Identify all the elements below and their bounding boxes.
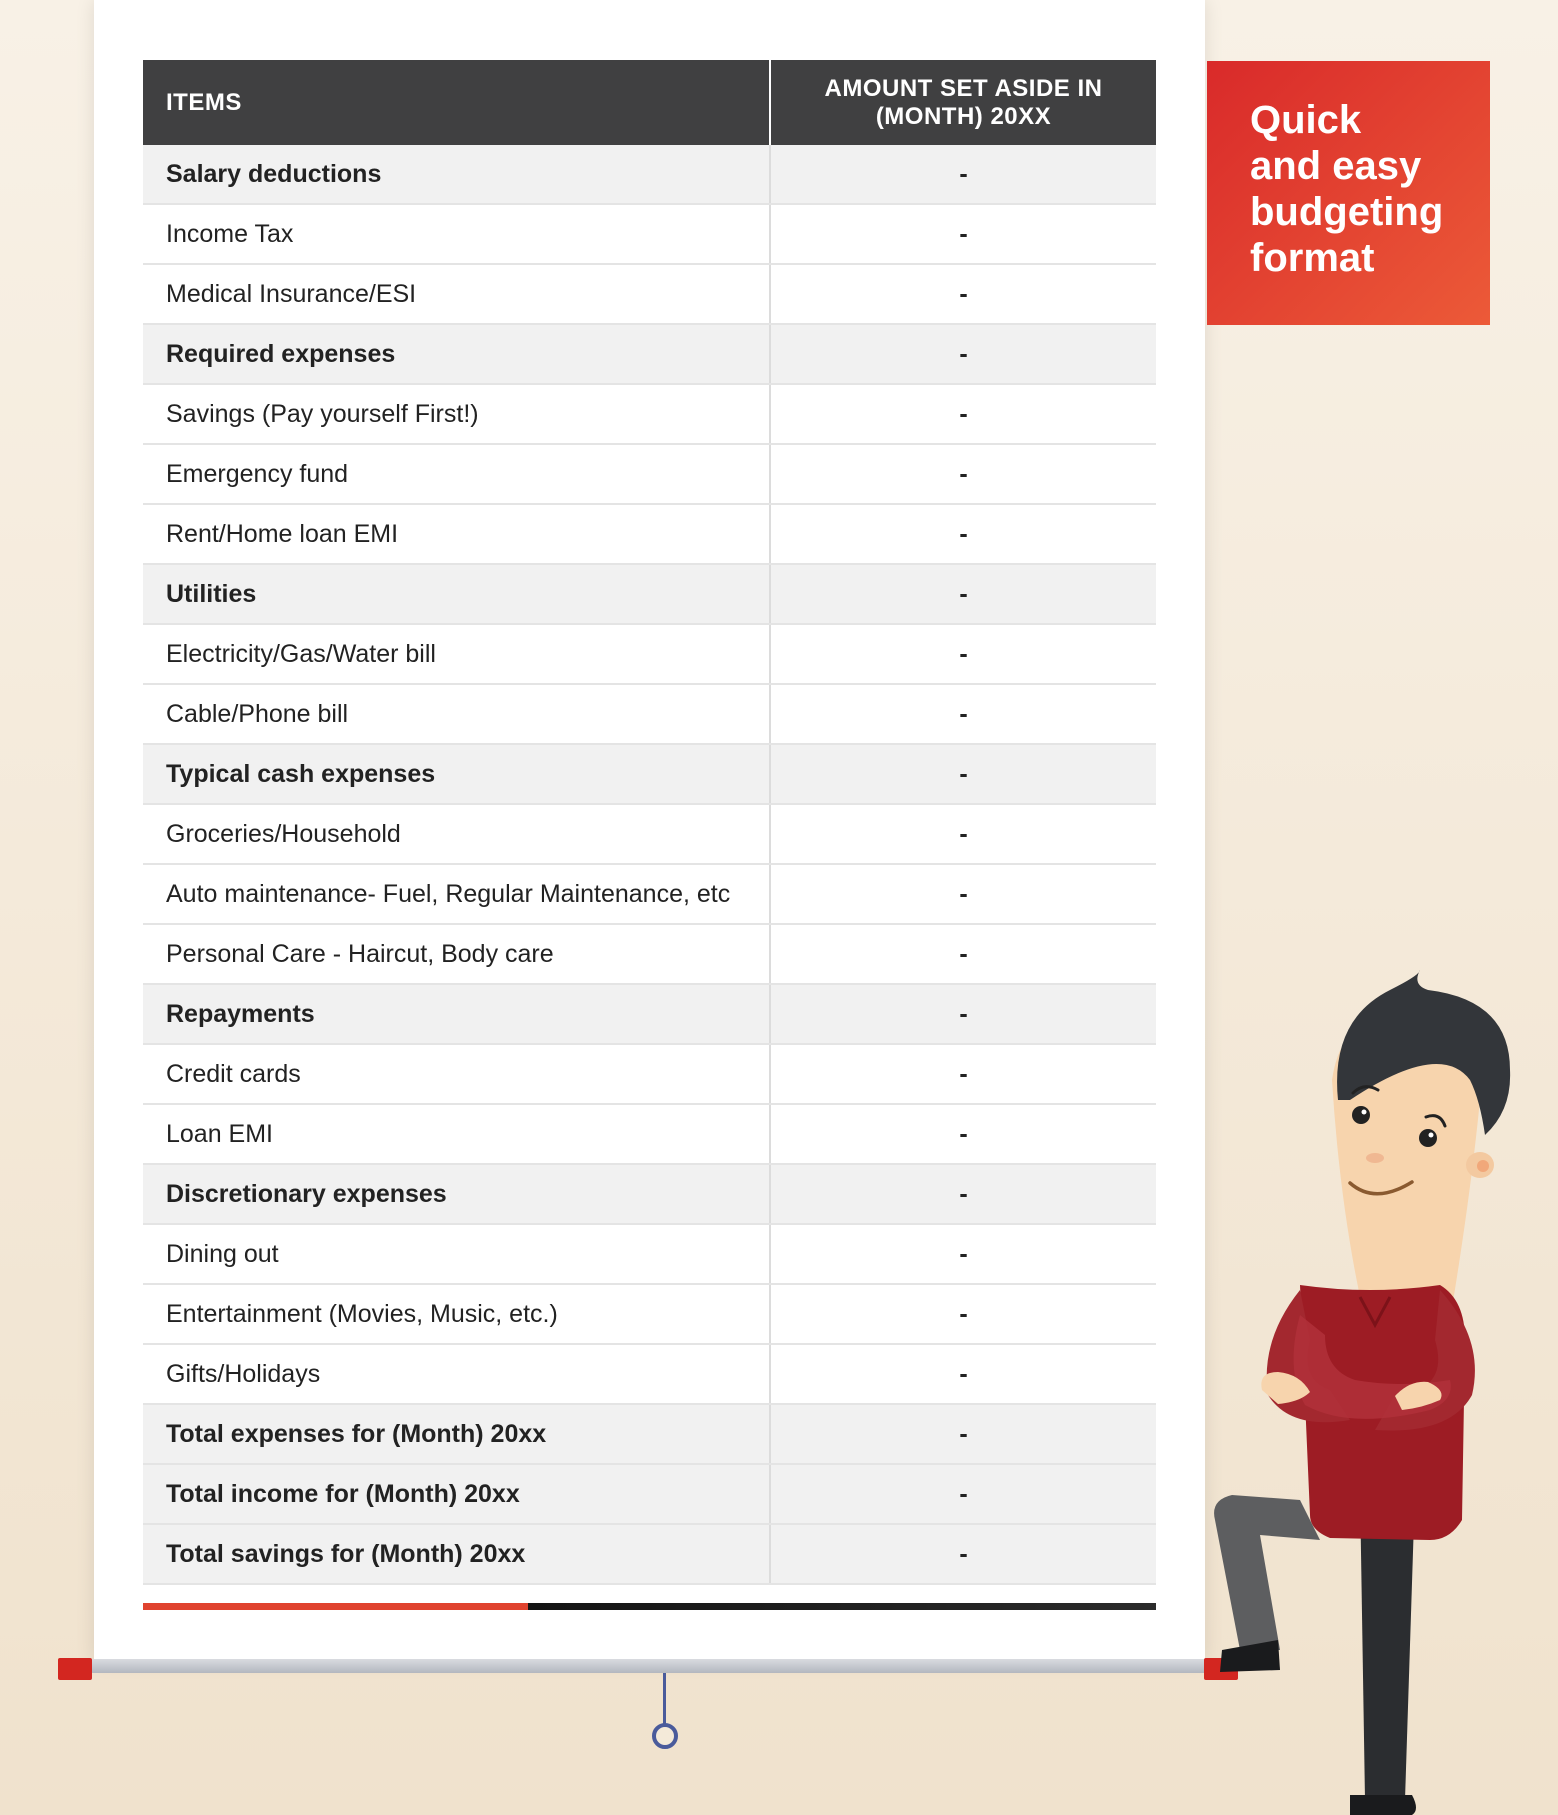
row-amount: - [770,564,1156,624]
table-header-row [143,60,1156,145]
row-label: Typical cash expenses [143,744,770,804]
table-row [143,804,1156,864]
category-row [143,564,1156,624]
row-label: Personal Care - Haircut, Body care [143,924,770,984]
row-label: Entertainment (Movies, Music, etc.) [143,1284,770,1344]
table-row [143,1344,1156,1404]
category-row [143,744,1156,804]
table-row [143,384,1156,444]
row-label: Repayments [143,984,770,1044]
table-row [143,624,1156,684]
row-amount: - [770,924,1156,984]
row-label: Loan EMI [143,1104,770,1164]
row-label: Electricity/Gas/Water bill [143,624,770,684]
row-label: Salary deductions [143,145,770,204]
table-bottom-accent-bar [143,1603,1156,1610]
row-label: Income Tax [143,204,770,264]
row-label: Discretionary expenses [143,1164,770,1224]
row-label: Rent/Home loan EMI [143,504,770,564]
row-amount: - [770,1524,1156,1584]
row-label: Dining out [143,1224,770,1284]
row-amount: - [770,744,1156,804]
row-label: Total expenses for (Month) 20xx [143,1404,770,1464]
row-label: Total savings for (Month) 20xx [143,1524,770,1584]
column-header-amount-line1: AMOUNT SET ASIDE IN [824,74,1103,102]
projector-screen [94,0,1205,1662]
badge-text [1250,97,1480,281]
row-amount: - [770,504,1156,564]
column-header-items: ITEMS [143,60,770,145]
table-row [143,504,1156,564]
row-label: Savings (Pay yourself First!) [143,384,770,444]
row-amount: - [770,145,1156,204]
badge-line-4: format [1250,236,1375,280]
row-amount: - [770,684,1156,744]
table-row [143,684,1156,744]
row-label: Gifts/Holidays [143,1344,770,1404]
table-row [143,204,1156,264]
row-amount: - [770,384,1156,444]
category-row [143,1164,1156,1224]
row-amount: - [770,1224,1156,1284]
badge-line-3: budgeting [1250,190,1444,234]
row-label: Medical Insurance/ESI [143,264,770,324]
row-label: Total income for (Month) 20xx [143,1464,770,1524]
screen-roller-bar [90,1659,1210,1673]
budget-table-body [143,145,1156,1584]
badge-line-2: and easy [1250,144,1422,188]
row-amount: - [770,1404,1156,1464]
row-label: Auto maintenance- Fuel, Regular Maintenance, etc [143,864,770,924]
row-amount: - [770,1344,1156,1404]
row-amount: - [770,984,1156,1044]
row-label: Groceries/Household [143,804,770,864]
column-header-amount [770,60,1156,145]
row-label: Cable/Phone bill [143,684,770,744]
table-row [143,1284,1156,1344]
row-amount: - [770,1284,1156,1344]
category-row [143,145,1156,204]
title-badge [1207,61,1490,325]
badge-line-1: Quick [1250,98,1362,142]
row-amount: - [770,864,1156,924]
pull-cord [663,1673,666,1730]
row-amount: - [770,1164,1156,1224]
row-amount: - [770,1104,1156,1164]
roller-left-cap [58,1658,92,1680]
table-row [143,1224,1156,1284]
table-row [143,1044,1156,1104]
smiling-man-illustration-icon [1150,960,1530,1815]
category-row [143,1404,1156,1464]
budget-table [143,60,1156,1585]
table-row [143,1104,1156,1164]
column-header-amount-line2: (MONTH) 20XX [875,102,1052,130]
table-row [143,444,1156,504]
row-amount: - [770,324,1156,384]
category-row [143,1524,1156,1584]
category-row [143,324,1156,384]
pull-ring-handle[interactable] [652,1723,678,1749]
row-amount: - [770,1044,1156,1104]
row-label: Emergency fund [143,444,770,504]
row-label: Utilities [143,564,770,624]
row-label: Credit cards [143,1044,770,1104]
row-amount: - [770,264,1156,324]
row-label: Required expenses [143,324,770,384]
table-row [143,924,1156,984]
category-row [143,1464,1156,1524]
category-row [143,984,1156,1044]
row-amount: - [770,444,1156,504]
row-amount: - [770,804,1156,864]
row-amount: - [770,1464,1156,1524]
table-row [143,264,1156,324]
row-amount: - [770,624,1156,684]
table-row [143,864,1156,924]
row-amount: - [770,204,1156,264]
